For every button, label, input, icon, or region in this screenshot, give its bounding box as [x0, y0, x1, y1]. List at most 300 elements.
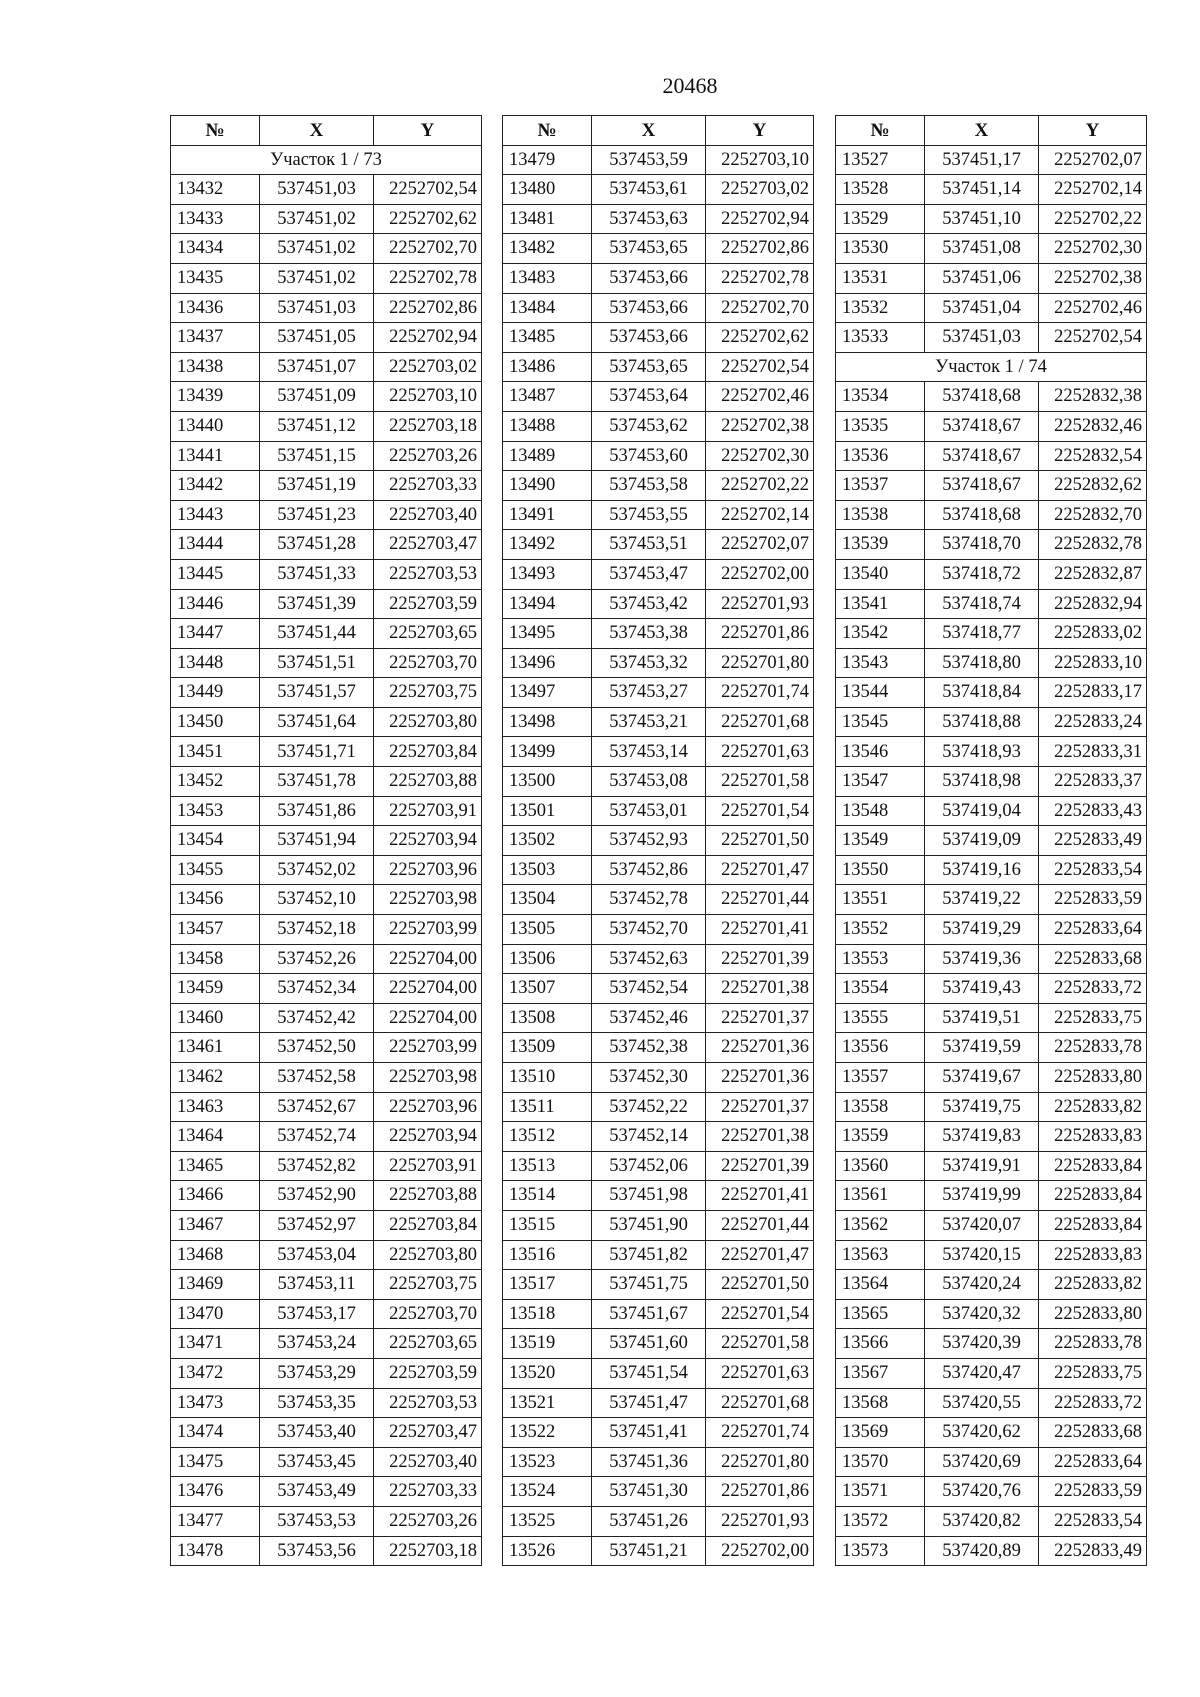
table-row: [836, 1181, 1147, 1211]
table-row: [836, 145, 1147, 175]
table-row: [836, 234, 1147, 264]
y-coordinate-cell: 2252833,84: [1039, 1210, 1147, 1240]
y-coordinate-cell: 2252702,54: [374, 175, 482, 205]
y-coordinate-cell: 2252702,00: [706, 1536, 814, 1566]
table-row: [836, 1033, 1147, 1063]
x-coordinate-cell: 537452,06: [592, 1151, 706, 1181]
x-coordinate-cell: 537453,35: [260, 1388, 374, 1418]
x-coordinate-cell: 537451,26: [592, 1506, 706, 1536]
y-coordinate-cell: 2252702,70: [374, 234, 482, 264]
x-coordinate-cell: 537453,17: [260, 1299, 374, 1329]
table-row: [171, 589, 482, 619]
y-coordinate-cell: 2252702,14: [706, 500, 814, 530]
y-coordinate-cell: 2252703,70: [374, 648, 482, 678]
y-coordinate-cell: 2252702,00: [706, 559, 814, 589]
table-row: [836, 411, 1147, 441]
x-coordinate-cell: 537452,93: [592, 826, 706, 856]
point-number-cell: 13500: [503, 767, 592, 797]
x-coordinate-cell: 537452,70: [592, 915, 706, 945]
table-row: [836, 471, 1147, 501]
point-number-cell: 13489: [503, 441, 592, 471]
y-coordinate-cell: 2252702,86: [706, 234, 814, 264]
point-number-cell: 13510: [503, 1063, 592, 1093]
x-coordinate-cell: 537453,61: [592, 175, 706, 205]
y-coordinate-cell: 2252704,00: [374, 944, 482, 974]
point-number-cell: 13507: [503, 974, 592, 1004]
y-coordinate-cell: 2252701,58: [706, 767, 814, 797]
table-row: [171, 885, 482, 915]
table-row: [171, 352, 482, 382]
table-row: [503, 1003, 814, 1033]
table-row: [171, 1299, 482, 1329]
table-row: [171, 441, 482, 471]
point-number-cell: 13445: [171, 559, 260, 589]
table-row: [171, 323, 482, 353]
y-coordinate-cell: 2252703,18: [374, 411, 482, 441]
y-coordinate-cell: 2252833,49: [1039, 1536, 1147, 1566]
x-coordinate-cell: 537453,66: [592, 263, 706, 293]
x-coordinate-cell: 537451,09: [260, 382, 374, 412]
point-number-cell: 13453: [171, 796, 260, 826]
x-coordinate-cell: 537452,82: [260, 1151, 374, 1181]
point-number-cell: 13535: [836, 411, 925, 441]
table-row: [171, 915, 482, 945]
x-coordinate-cell: 537452,90: [260, 1181, 374, 1211]
point-number-cell: 13455: [171, 855, 260, 885]
page-number: 20468: [662, 73, 718, 98]
table-row: [836, 1299, 1147, 1329]
table-row: [503, 678, 814, 708]
x-coordinate-cell: 537452,02: [260, 855, 374, 885]
table-row: [503, 175, 814, 205]
point-number-cell: 13470: [171, 1299, 260, 1329]
x-coordinate-cell: 537418,88: [925, 707, 1039, 737]
y-coordinate-cell: 2252702,78: [374, 263, 482, 293]
x-coordinate-cell: 537452,10: [260, 885, 374, 915]
point-number-cell: 13542: [836, 619, 925, 649]
point-number-cell: 13513: [503, 1151, 592, 1181]
x-coordinate-cell: 537419,36: [925, 944, 1039, 974]
point-number-cell: 13479: [503, 145, 592, 175]
table-row: [503, 1299, 814, 1329]
x-coordinate-cell: 537453,65: [592, 352, 706, 382]
x-coordinate-cell: 537452,97: [260, 1210, 374, 1240]
table-row: [171, 1358, 482, 1388]
x-coordinate-cell: 537453,01: [592, 796, 706, 826]
point-number-cell: 13561: [836, 1181, 925, 1211]
y-coordinate-cell: 2252703,75: [374, 678, 482, 708]
table-row: [503, 352, 814, 382]
y-coordinate-cell: 2252703,75: [374, 1270, 482, 1300]
point-number-cell: 13516: [503, 1240, 592, 1270]
y-coordinate-cell: 2252702,46: [1039, 293, 1147, 323]
x-coordinate-cell: 537420,69: [925, 1447, 1039, 1477]
y-coordinate-cell: 2252703,84: [374, 737, 482, 767]
point-number-cell: 13483: [503, 263, 592, 293]
column-header-x: X: [592, 116, 706, 146]
x-coordinate-cell: 537418,68: [925, 500, 1039, 530]
table-row: [503, 737, 814, 767]
table-row: [503, 1122, 814, 1152]
x-coordinate-cell: 537419,09: [925, 826, 1039, 856]
section-title: Участок 1 / 74: [836, 352, 1147, 382]
table-row: [836, 1210, 1147, 1240]
table-row: [503, 145, 814, 175]
x-coordinate-cell: 537451,60: [592, 1329, 706, 1359]
y-coordinate-cell: 2252702,54: [706, 352, 814, 382]
point-number-cell: 13490: [503, 471, 592, 501]
y-coordinate-cell: 2252833,54: [1039, 855, 1147, 885]
y-coordinate-cell: 2252701,41: [706, 1181, 814, 1211]
x-coordinate-cell: 537451,51: [260, 648, 374, 678]
table-row: [503, 1388, 814, 1418]
x-coordinate-cell: 537451,08: [925, 234, 1039, 264]
y-coordinate-cell: 2252701,44: [706, 885, 814, 915]
table-row: [171, 471, 482, 501]
table-row: [836, 263, 1147, 293]
table-row: [171, 559, 482, 589]
x-coordinate-cell: 537418,74: [925, 589, 1039, 619]
point-number-cell: 13460: [171, 1003, 260, 1033]
table-row: [503, 1506, 814, 1536]
point-number-cell: 13494: [503, 589, 592, 619]
y-coordinate-cell: 2252833,17: [1039, 678, 1147, 708]
x-coordinate-cell: 537451,10: [925, 204, 1039, 234]
point-number-cell: 13452: [171, 767, 260, 797]
point-number-cell: 13473: [171, 1388, 260, 1418]
point-number-cell: 13497: [503, 678, 592, 708]
point-number-cell: 13471: [171, 1329, 260, 1359]
y-coordinate-cell: 2252833,10: [1039, 648, 1147, 678]
table-row: [836, 1063, 1147, 1093]
point-number-cell: 13495: [503, 619, 592, 649]
point-number-cell: 13560: [836, 1151, 925, 1181]
table-row: [171, 1003, 482, 1033]
table-row: [171, 1447, 482, 1477]
y-coordinate-cell: 2252701,50: [706, 1270, 814, 1300]
table-row: [171, 382, 482, 412]
x-coordinate-cell: 537453,66: [592, 323, 706, 353]
table-row: [836, 323, 1147, 353]
x-coordinate-cell: 537418,68: [925, 382, 1039, 412]
table-row: [503, 411, 814, 441]
y-coordinate-cell: 2252832,94: [1039, 589, 1147, 619]
point-number-cell: 13517: [503, 1270, 592, 1300]
point-number-cell: 13504: [503, 885, 592, 915]
x-coordinate-cell: 537451,14: [925, 175, 1039, 205]
point-number-cell: 13477: [171, 1506, 260, 1536]
point-number-cell: 13443: [171, 500, 260, 530]
table-row: [836, 441, 1147, 471]
point-number-cell: 13465: [171, 1151, 260, 1181]
point-number-cell: 13540: [836, 559, 925, 589]
point-number-cell: 13448: [171, 648, 260, 678]
point-number-cell: 13522: [503, 1418, 592, 1448]
table-row: [503, 323, 814, 353]
y-coordinate-cell: 2252832,62: [1039, 471, 1147, 501]
y-coordinate-cell: 2252703,10: [374, 382, 482, 412]
table-row: [836, 1388, 1147, 1418]
x-coordinate-cell: 537451,98: [592, 1181, 706, 1211]
x-coordinate-cell: 537453,11: [260, 1270, 374, 1300]
table-row: [836, 1240, 1147, 1270]
point-number-cell: 13475: [171, 1447, 260, 1477]
point-number-cell: 13446: [171, 589, 260, 619]
point-number-cell: 13548: [836, 796, 925, 826]
point-number-cell: 13534: [836, 382, 925, 412]
point-number-cell: 13493: [503, 559, 592, 589]
y-coordinate-cell: 2252833,75: [1039, 1003, 1147, 1033]
x-coordinate-cell: 537418,93: [925, 737, 1039, 767]
point-number-cell: 13528: [836, 175, 925, 205]
point-number-cell: 13440: [171, 411, 260, 441]
y-coordinate-cell: 2252833,37: [1039, 767, 1147, 797]
x-coordinate-cell: 537452,14: [592, 1122, 706, 1152]
point-number-cell: 13441: [171, 441, 260, 471]
point-number-cell: 13433: [171, 204, 260, 234]
section-row: [836, 352, 1147, 382]
table-row: [836, 707, 1147, 737]
x-coordinate-cell: 537453,24: [260, 1329, 374, 1359]
point-number-cell: 13573: [836, 1536, 925, 1566]
point-number-cell: 13518: [503, 1299, 592, 1329]
point-number-cell: 13437: [171, 323, 260, 353]
y-coordinate-cell: 2252701,38: [706, 1122, 814, 1152]
x-coordinate-cell: 537419,83: [925, 1122, 1039, 1152]
x-coordinate-cell: 537451,21: [592, 1536, 706, 1566]
y-coordinate-cell: 2252703,02: [706, 175, 814, 205]
point-number-cell: 13501: [503, 796, 592, 826]
x-coordinate-cell: 537451,90: [592, 1210, 706, 1240]
table-row: [503, 619, 814, 649]
x-coordinate-cell: 537418,72: [925, 559, 1039, 589]
table-row: [836, 1092, 1147, 1122]
coordinates-table: [835, 115, 1147, 1566]
point-number-cell: 13553: [836, 944, 925, 974]
table-row: [503, 1210, 814, 1240]
y-coordinate-cell: 2252833,75: [1039, 1358, 1147, 1388]
x-coordinate-cell: 537453,60: [592, 441, 706, 471]
table-row: [503, 471, 814, 501]
y-coordinate-cell: 2252702,38: [706, 411, 814, 441]
x-coordinate-cell: 537419,29: [925, 915, 1039, 945]
table-row: [836, 293, 1147, 323]
point-number-cell: 13462: [171, 1063, 260, 1093]
y-coordinate-cell: 2252833,72: [1039, 974, 1147, 1004]
table-row: [503, 1329, 814, 1359]
y-coordinate-cell: 2252701,39: [706, 944, 814, 974]
x-coordinate-cell: 537451,07: [260, 352, 374, 382]
point-number-cell: 13512: [503, 1122, 592, 1152]
x-coordinate-cell: 537453,42: [592, 589, 706, 619]
point-number-cell: 13457: [171, 915, 260, 945]
point-number-cell: 13505: [503, 915, 592, 945]
point-number-cell: 13545: [836, 707, 925, 737]
point-number-cell: 13536: [836, 441, 925, 471]
point-number-cell: 13563: [836, 1240, 925, 1270]
y-coordinate-cell: 2252703,99: [374, 915, 482, 945]
x-coordinate-cell: 537451,28: [260, 530, 374, 560]
column-header-y: Y: [1039, 116, 1147, 146]
table-row: [836, 796, 1147, 826]
y-coordinate-cell: 2252702,62: [706, 323, 814, 353]
x-coordinate-cell: 537451,47: [592, 1388, 706, 1418]
point-number-cell: 13559: [836, 1122, 925, 1152]
y-coordinate-cell: 2252703,91: [374, 1151, 482, 1181]
point-number-cell: 13486: [503, 352, 592, 382]
y-coordinate-cell: 2252703,33: [374, 471, 482, 501]
table-row: [503, 826, 814, 856]
y-coordinate-cell: 2252703,10: [706, 145, 814, 175]
y-coordinate-cell: 2252701,36: [706, 1063, 814, 1093]
y-coordinate-cell: 2252702,14: [1039, 175, 1147, 205]
point-number-cell: 13547: [836, 767, 925, 797]
table-row: [836, 382, 1147, 412]
table-row: [836, 204, 1147, 234]
x-coordinate-cell: 537418,67: [925, 471, 1039, 501]
table-row: [171, 1270, 482, 1300]
table-row: [503, 234, 814, 264]
table-row: [836, 826, 1147, 856]
x-coordinate-cell: 537451,04: [925, 293, 1039, 323]
y-coordinate-cell: 2252701,93: [706, 589, 814, 619]
x-coordinate-cell: 537451,33: [260, 559, 374, 589]
point-number-cell: 13531: [836, 263, 925, 293]
y-coordinate-cell: 2252701,54: [706, 1299, 814, 1329]
x-coordinate-cell: 537451,78: [260, 767, 374, 797]
column-header-no: №: [836, 116, 925, 146]
table-row: [171, 796, 482, 826]
table-row: [171, 1210, 482, 1240]
point-number-cell: 13488: [503, 411, 592, 441]
table-row: [836, 944, 1147, 974]
y-coordinate-cell: 2252832,54: [1039, 441, 1147, 471]
table-row: [503, 1092, 814, 1122]
point-number-cell: 13456: [171, 885, 260, 915]
y-coordinate-cell: 2252833,02: [1039, 619, 1147, 649]
y-coordinate-cell: 2252702,22: [1039, 204, 1147, 234]
table-row: [171, 1063, 482, 1093]
y-coordinate-cell: 2252703,88: [374, 1181, 482, 1211]
point-number-cell: 13480: [503, 175, 592, 205]
table-row: [171, 855, 482, 885]
y-coordinate-cell: 2252833,54: [1039, 1506, 1147, 1536]
y-coordinate-cell: 2252703,98: [374, 1063, 482, 1093]
point-number-cell: 13442: [171, 471, 260, 501]
point-number-cell: 13572: [836, 1506, 925, 1536]
y-coordinate-cell: 2252703,94: [374, 826, 482, 856]
table-row: [503, 796, 814, 826]
table-row: [503, 500, 814, 530]
point-number-cell: 13466: [171, 1181, 260, 1211]
point-number-cell: 13530: [836, 234, 925, 264]
column-header-no: №: [503, 116, 592, 146]
x-coordinate-cell: 537451,30: [592, 1477, 706, 1507]
table-row: [836, 767, 1147, 797]
table-row: [171, 1536, 482, 1566]
y-coordinate-cell: 2252833,80: [1039, 1299, 1147, 1329]
point-number-cell: 13498: [503, 707, 592, 737]
y-coordinate-cell: 2252833,64: [1039, 1447, 1147, 1477]
point-number-cell: 13546: [836, 737, 925, 767]
x-coordinate-cell: 537453,29: [260, 1358, 374, 1388]
point-number-cell: 13527: [836, 145, 925, 175]
x-coordinate-cell: 537451,57: [260, 678, 374, 708]
x-coordinate-cell: 537453,14: [592, 737, 706, 767]
point-number-cell: 13447: [171, 619, 260, 649]
point-number-cell: 13451: [171, 737, 260, 767]
y-coordinate-cell: 2252702,54: [1039, 323, 1147, 353]
table-row: [171, 1240, 482, 1270]
x-coordinate-cell: 537419,91: [925, 1151, 1039, 1181]
y-coordinate-cell: 2252701,68: [706, 1388, 814, 1418]
point-number-cell: 13484: [503, 293, 592, 323]
column-header-y: Y: [706, 116, 814, 146]
table-row: [171, 1388, 482, 1418]
x-coordinate-cell: 537452,58: [260, 1063, 374, 1093]
x-coordinate-cell: 537451,86: [260, 796, 374, 826]
table-row: [171, 500, 482, 530]
x-coordinate-cell: 537451,41: [592, 1418, 706, 1448]
table-row: [503, 855, 814, 885]
point-number-cell: 13562: [836, 1210, 925, 1240]
table-row: [836, 1270, 1147, 1300]
y-coordinate-cell: 2252702,38: [1039, 263, 1147, 293]
x-coordinate-cell: 537453,45: [260, 1447, 374, 1477]
point-number-cell: 13439: [171, 382, 260, 412]
x-coordinate-cell: 537420,76: [925, 1477, 1039, 1507]
point-number-cell: 13467: [171, 1210, 260, 1240]
table-row: [171, 263, 482, 293]
point-number-cell: 13458: [171, 944, 260, 974]
table-row: [836, 885, 1147, 915]
x-coordinate-cell: 537452,38: [592, 1033, 706, 1063]
table-row: [836, 915, 1147, 945]
y-coordinate-cell: 2252703,65: [374, 619, 482, 649]
point-number-cell: 13492: [503, 530, 592, 560]
point-number-cell: 13539: [836, 530, 925, 560]
y-coordinate-cell: 2252703,47: [374, 530, 482, 560]
table-row: [836, 1418, 1147, 1448]
y-coordinate-cell: 2252703,18: [374, 1536, 482, 1566]
y-coordinate-cell: 2252701,74: [706, 1418, 814, 1448]
table-row: [836, 589, 1147, 619]
table-row: [503, 1536, 814, 1566]
x-coordinate-cell: 537453,32: [592, 648, 706, 678]
point-number-cell: 13554: [836, 974, 925, 1004]
x-coordinate-cell: 537452,74: [260, 1122, 374, 1152]
x-coordinate-cell: 537451,64: [260, 707, 374, 737]
y-coordinate-cell: 2252701,80: [706, 648, 814, 678]
x-coordinate-cell: 537451,12: [260, 411, 374, 441]
table-row: [836, 974, 1147, 1004]
table-body: [171, 145, 482, 1566]
y-coordinate-cell: 2252833,59: [1039, 1477, 1147, 1507]
table-row: [503, 767, 814, 797]
table-row: [503, 263, 814, 293]
y-coordinate-cell: 2252833,80: [1039, 1063, 1147, 1093]
point-number-cell: 13435: [171, 263, 260, 293]
table-row: [836, 855, 1147, 885]
y-coordinate-cell: 2252833,43: [1039, 796, 1147, 826]
y-coordinate-cell: 2252701,74: [706, 678, 814, 708]
x-coordinate-cell: 537452,78: [592, 885, 706, 915]
table-row: [503, 885, 814, 915]
table-row: [503, 1240, 814, 1270]
y-coordinate-cell: 2252832,38: [1039, 382, 1147, 412]
y-coordinate-cell: 2252702,94: [374, 323, 482, 353]
y-coordinate-cell: 2252701,54: [706, 796, 814, 826]
